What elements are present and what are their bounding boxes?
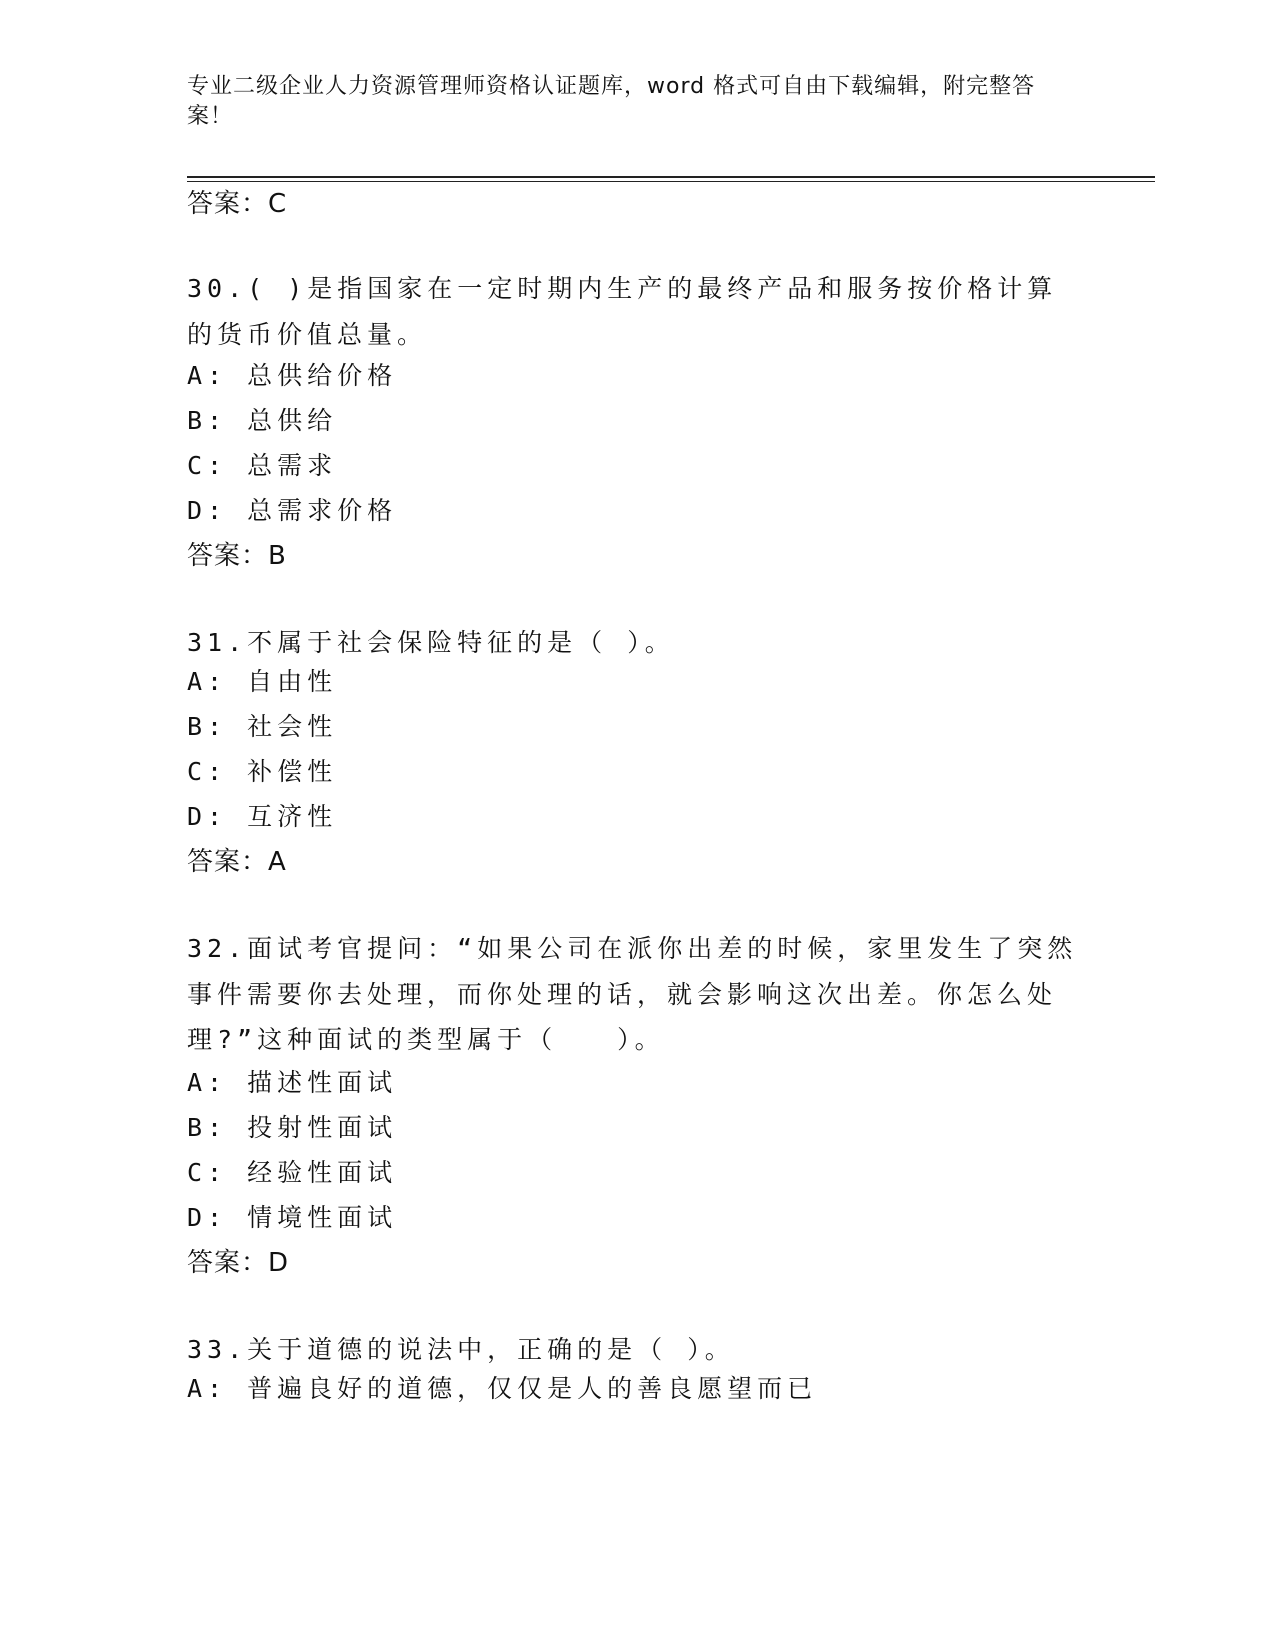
question-30-option-d: D: 总需求价格 [187, 496, 398, 525]
question-30-option-c: C: 总需求 [187, 451, 338, 480]
answer-31: 答案：A [187, 847, 287, 877]
question-30-option-a: A: 总供给价格 [187, 361, 398, 390]
question-30-stem: 30.( )是指国家在一定时期内生产的最终产品和服务按价格计算的货币价值总量。 [187, 274, 1058, 349]
header-rule-thin [187, 181, 1155, 182]
question-33-option-a: A: 普遍良好的道德，仅仅是人的善良愿望而已 [187, 1374, 818, 1403]
question-33-stem: 33.关于道德的说法中，正确的是（ ）。 [187, 1335, 735, 1364]
question-32-option-b: B: 投射性面试 [187, 1113, 398, 1142]
header-rule-thick [187, 176, 1155, 178]
question-32-option-a: A: 描述性面试 [187, 1068, 398, 1097]
question-31-option-c: C: 补偿性 [187, 757, 338, 786]
question-31-option-d: D: 互济性 [187, 802, 338, 831]
document-header: 专业二级企业人力资源管理师资格认证题库，word 格式可自由下载编辑，附完整答案！ [187, 74, 1036, 129]
question-31-stem: 31.不属于社会保险特征的是（ ）。 [187, 628, 675, 657]
answer-32: 答案：D [187, 1248, 290, 1278]
question-30-option-b: B: 总供给 [187, 406, 338, 435]
question-32-option-c: C: 经验性面试 [187, 1158, 398, 1187]
question-32-stem: 32.面试考官提问：“如果公司在派你出差的时候，家里发生了突然事件需要你去处理，而你处理的话，就会影响这次出差。你怎么处理?”这种面试的类型属于（ ）。 [187, 934, 1078, 1054]
answer-30: 答案：B [187, 541, 287, 571]
question-32-option-d: D: 情境性面试 [187, 1203, 398, 1232]
question-31-option-b: B: 社会性 [187, 712, 338, 741]
question-31-option-a: A: 自由性 [187, 667, 338, 696]
answer-29: 答案：C [187, 189, 288, 219]
